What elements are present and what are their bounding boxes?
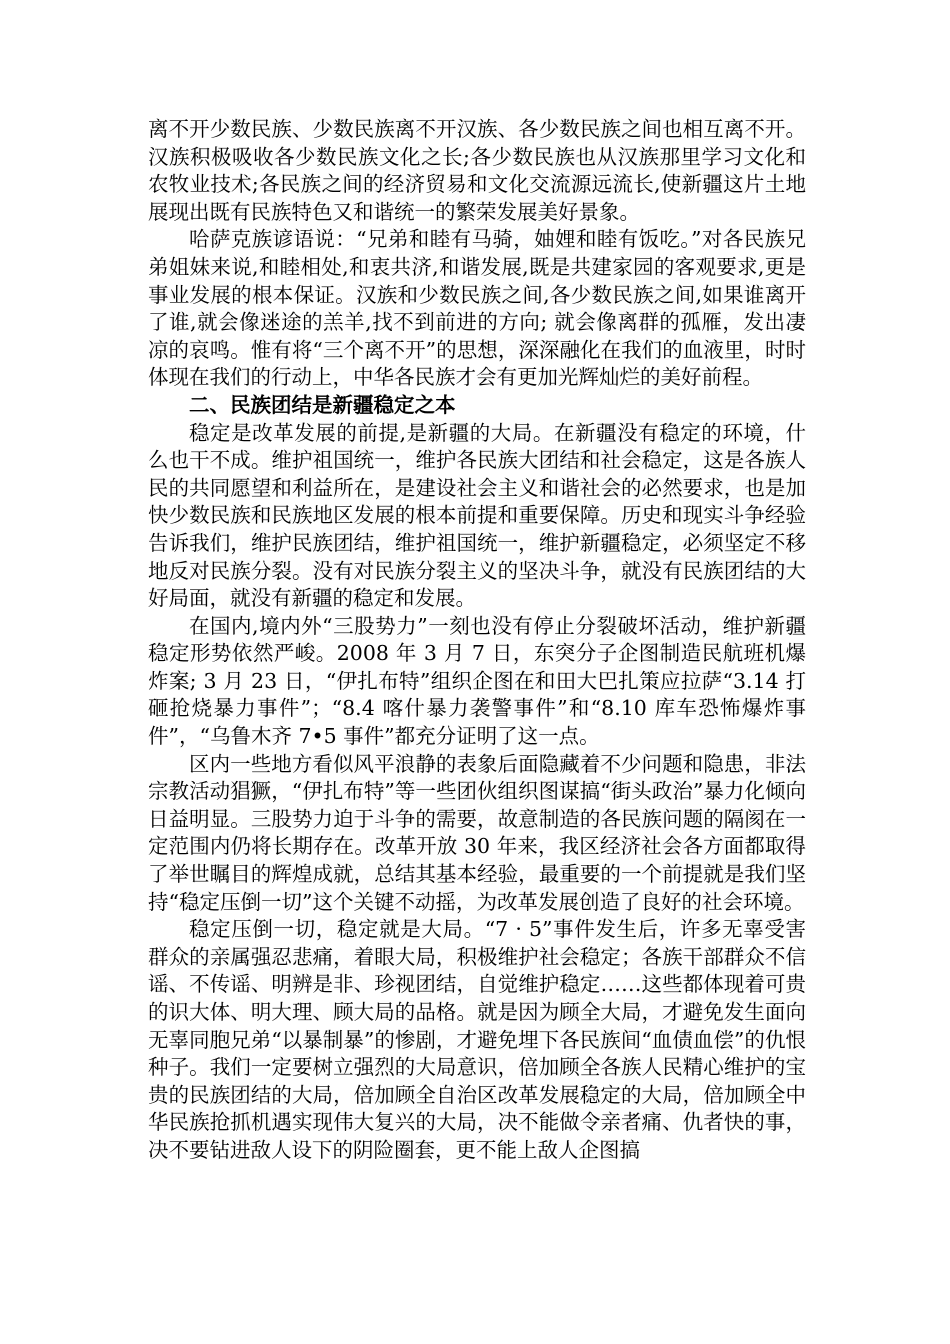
paragraph-three-forces: 在国内,境内外“三股势力”一刻也没有停止分裂破坏活动，维护新疆稳定形势依然严峻。2008 年 3 月 7 日，东突分子企图制造民航班机爆炸案; 3 月 23 日，“伊扎布特”组织企图在和田大巴扎策应拉萨“3.14 打砸抢烧暴力事件”；“8.4 喀什暴力袭警事件”和“8.10 库车恐怖爆炸事件”，“乌鲁木齐 7•5 事件”都充分证明了这一点。 [148,613,806,749]
document-page [148,116,806,1165]
paragraph-continued: 离不开少数民族、少数民族离不开汉族、各少数民族之间也相互离不开。汉族积极吸收各少数民族文化之长;各少数民族也从汉族那里学习文化和农牧业技术;各民族之间的经济贸易和文化交流源远流长,使新疆这片土地展现出既有民族特色又和谐统一的繁荣发展美好景象。 [148,117,806,224]
section-heading: 二、民族团结是新疆稳定之本 [189,392,456,417]
paragraph-hidden-problems: 区内一些地方看似风平浪静的表象后面隐藏着不少问题和隐患，非法宗教活动猖獗，“伊扎布特”等一些团伙组织图谋搞“街头政治”暴力化倾向日益明显。三股势力迫于斗争的需要，故意制造的各民族问题的隔阂在一定范围内仍将长期存在。改革开放 30 年来，我区经济社会各方面都取得了举世瞩目的辉煌成就，总结其基本经验，最重要的一个前提就是我们坚持“稳定压倒一切”这个关键不动摇，为改革发展创造了良好的社会环境。 [148,751,806,914]
paragraph-overall-situation: 稳定压倒一切，稳定就是大局。“7 · 5”事件发生后，许多无辜受害群众的亲属强忍悲痛，着眼大局，积极维护社会稳定；各族干部群众不信谣、不传谣、明辨是非、珍视团结，自觉维护稳定……这些都体现着可贵的识大体、明大理、顾大局的品格。就是因为顾全大局，才避免发生面向无辜同胞兄弟“以暴制暴”的惨剧，才避免埋下各民族间“血债血偿”的仇恨种子。我们一定要树立强烈的大局意识，倍加顾全各族人民精心维护的宝贵的民族团结的大局，倍加顾全自治区改革发展稳定的大局，倍加顾全中华民族抢抓机遇实现伟大复兴的大局，决不能做令亲者痛、仇者快的事，决不要钻进敌人设下的阴险圈套，更不能上敌人企图搞 [148,917,806,1162]
paragraph-kazakh-proverb: 哈萨克族谚语说：“兄弟和睦有马骑，妯娌和睦有饭吃。”对各民族兄弟姐妹来说,和睦相处,和衷共济,和谐发展,既是共建家园的客观要求,更是事业发展的根本保证。汉族和少数民族之间,各少数民族之间,如果谁离开了谁,就会像迷途的羔羊,找不到前进的方向; 就会像离群的孤雁，发出凄凉的哀鸣。惟有将“三个离不开”的思想，深深融化在我们的血液里，时时体现在我们的行动上，中华各民族才会有更加光辉灿烂的美好前程。 [148,227,806,390]
paragraph-stability-premise: 稳定是改革发展的前提,是新疆的大局。在新疆没有稳定的环境，什么也干不成。维护祖国统一，维护各民族大团结和社会稳定，这是各族人民的共同愿望和利益所在，是建设社会主义和谐社会的必然要求，也是加快少数民族和民族地区发展的根本前提和重要保障。历史和现实斗争经验告诉我们，维护民族团结，维护祖国统一，维护新疆稳定，必须坚定不移地反对民族分裂。没有对民族分裂主义的坚决斗争，就没有民族团结的大好局面，就没有新疆的稳定和发展。 [148,420,806,611]
